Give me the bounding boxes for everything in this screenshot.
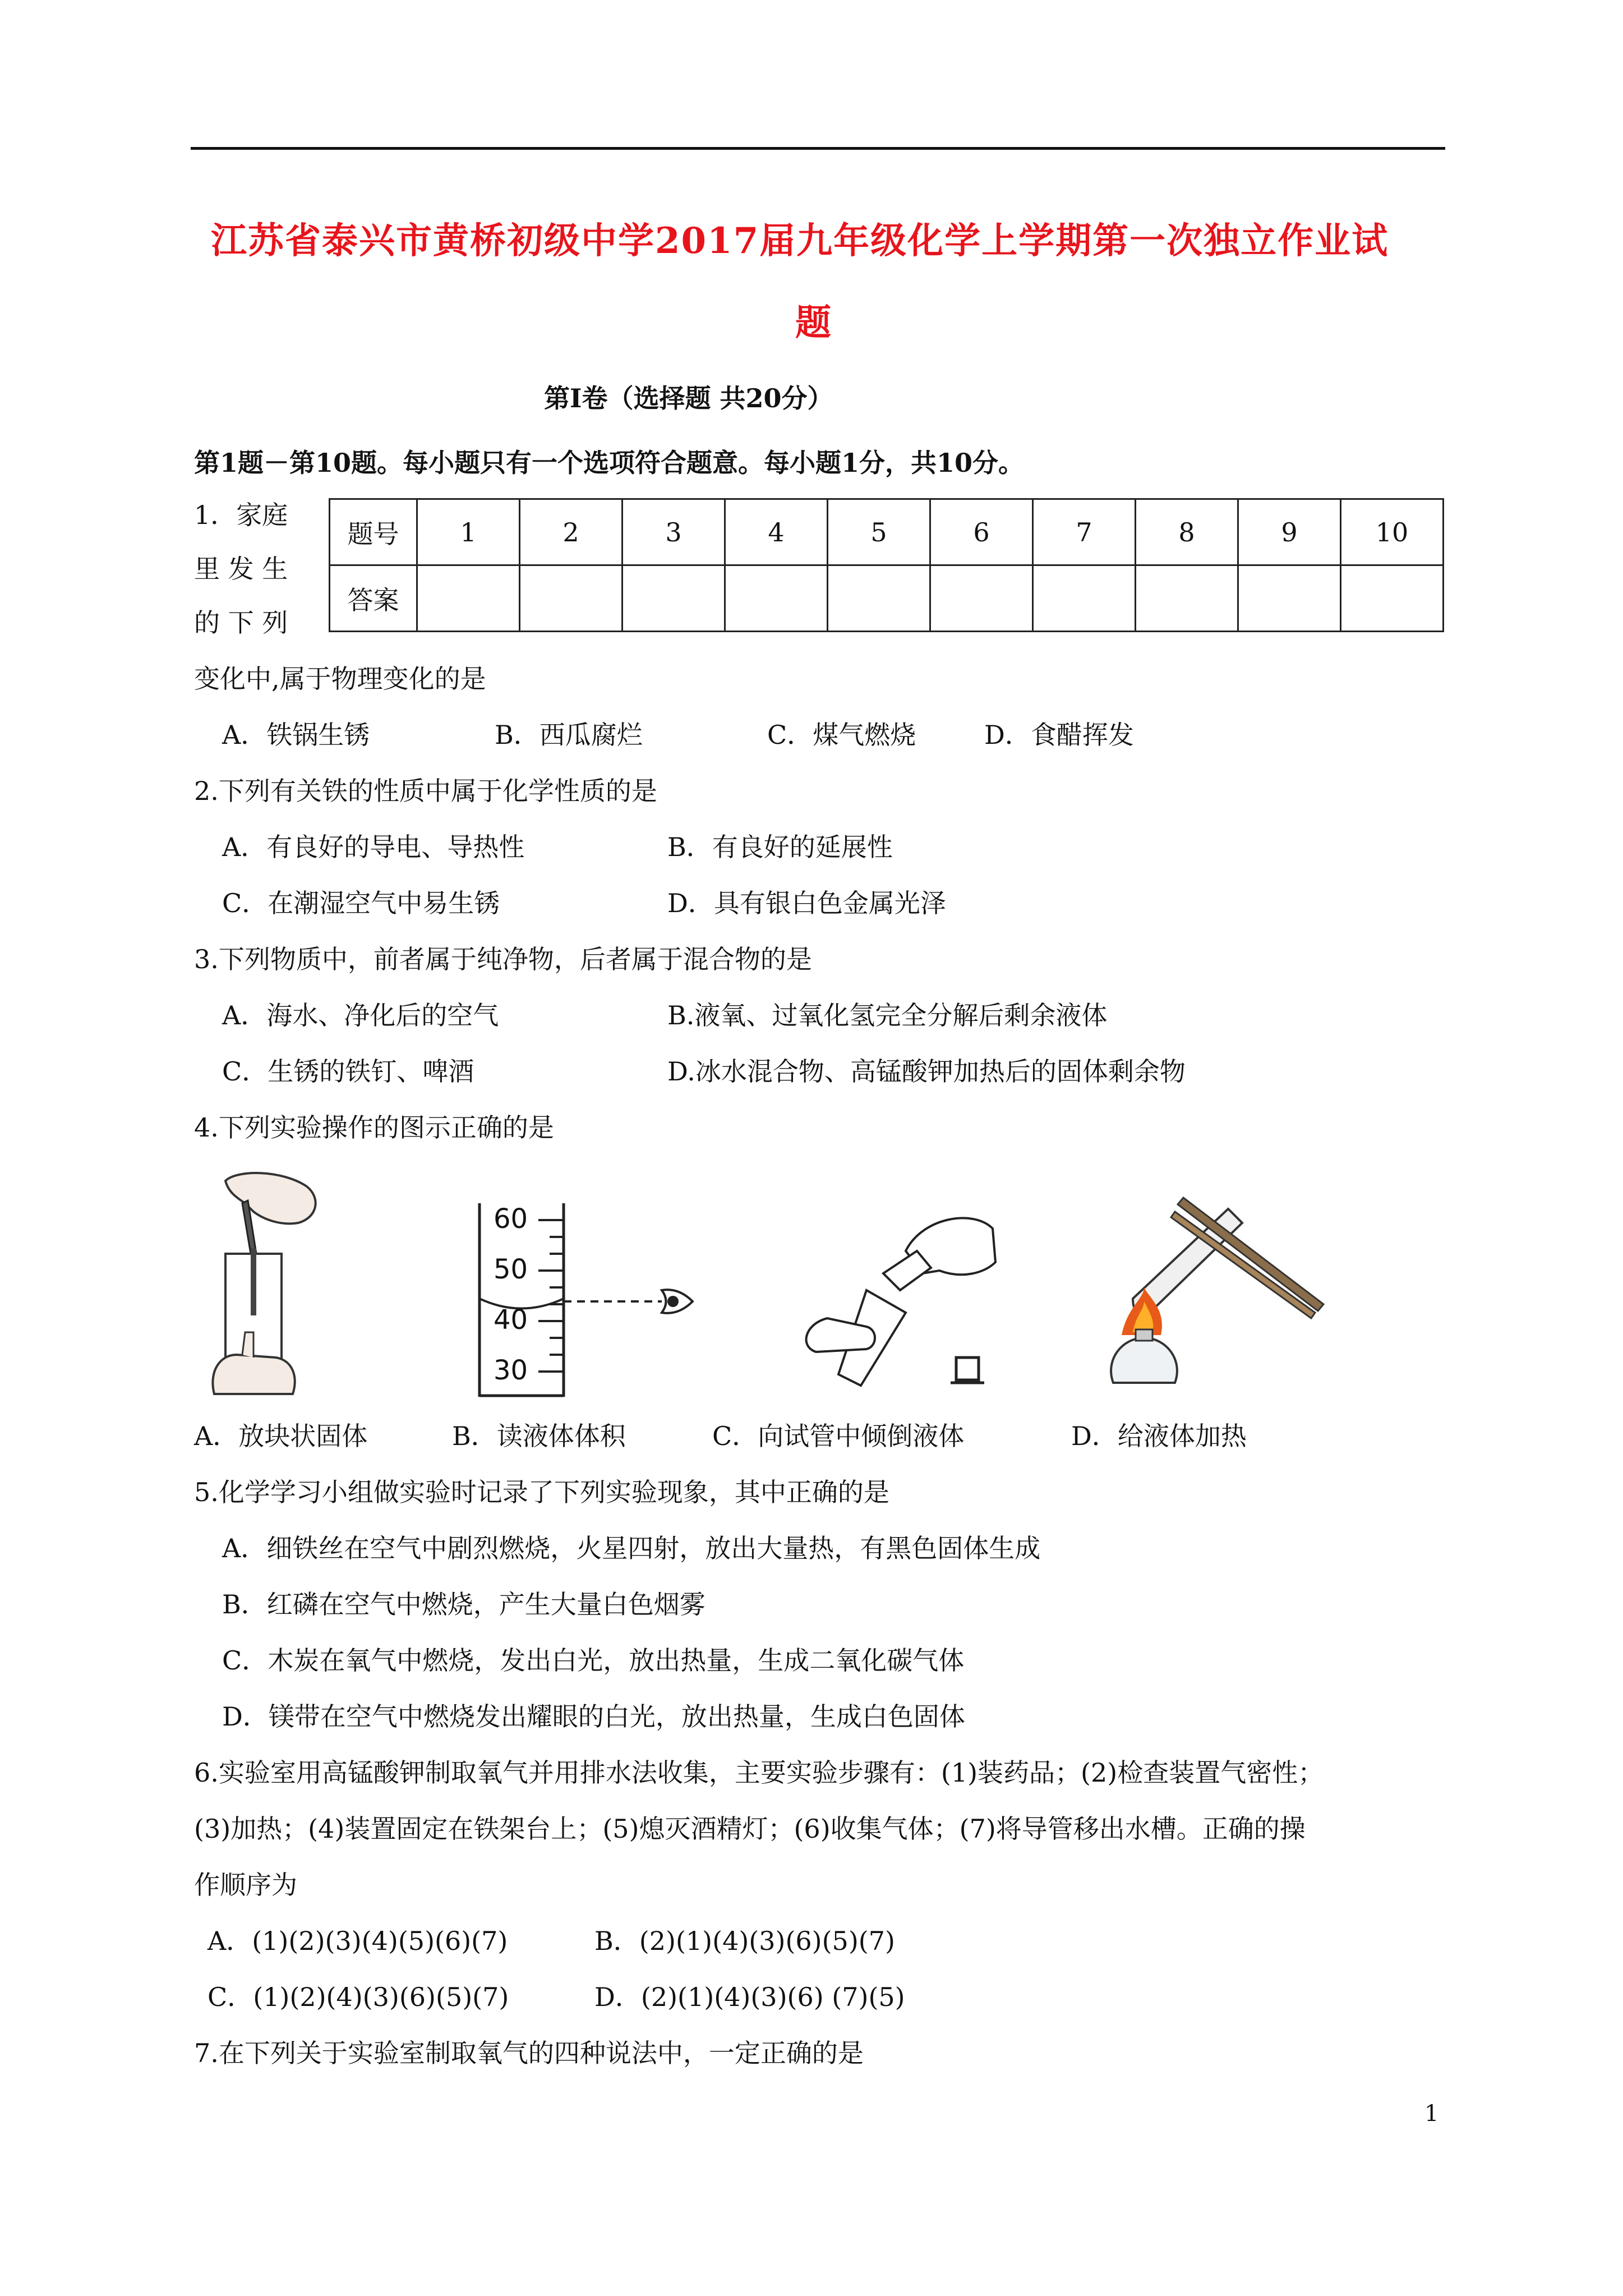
q5-option-a: A．细铁丝在空气中剧烈燃烧，火星四射，放出大量热，有黑色固体生成: [222, 1533, 1041, 1563]
header-rule: [191, 147, 1445, 150]
q6-line-1: 6.实验室用高锰酸钾制取氧气并用排水法收集，主要实验步骤有：(1)装药品；(2)检查装置气密性；: [194, 1757, 1324, 1788]
title-line-1: 江苏省泰兴市黄桥初级中学2017届九年级化学上学期第一次独立作业试: [211, 220, 1389, 262]
q6-line-2: (3)加热；(4)装置固定在铁架台上；(5)熄灭酒精灯；(6)收集气体；(7)将导管移出水槽。正确的操: [194, 1814, 1306, 1844]
q6-option-b: B．(2)(1)(4)(3)(6)(5)(7): [594, 1926, 895, 1956]
answer-table-number: 10: [1341, 499, 1444, 565]
answer-table-header-label: 题号: [330, 499, 417, 565]
title-line-2: 题: [795, 302, 832, 344]
answer-table-number: 9: [1238, 499, 1341, 565]
q3-stem: 3.下列物质中，前者属于纯净物，后者属于混合物的是: [194, 944, 812, 974]
instructions: 第1题－第10题。每小题只有一个选项符合题意。每小题1分，共10分。: [194, 448, 1025, 478]
q6-option-a: A．(1)(2)(3)(4)(5)(6)(7): [208, 1926, 508, 1956]
answer-cell[interactable]: [1238, 565, 1341, 632]
q6-option-d: D．(2)(1)(4)(3)(6) (7)(5): [594, 1982, 905, 2012]
answer-table-number: 6: [930, 499, 1033, 565]
answer-table-number: 7: [1033, 499, 1136, 565]
scale-label-50: 50: [494, 1254, 528, 1285]
q4-option-a: A．放块状固体: [194, 1421, 368, 1451]
q5-option-d: D．镁带在空气中燃烧发出耀眼的白光，放出热量，生成白色固体: [222, 1701, 965, 1732]
q5-option-b: B．红磷在空气中燃烧，产生大量白色烟雾: [222, 1589, 706, 1619]
q5-option-c: C．木炭在氧气中燃烧，发出白光，放出热量，生成二氧化碳气体: [222, 1645, 965, 1676]
q1-option-c: C．煤气燃烧: [767, 720, 916, 750]
answer-table-number: 5: [828, 499, 930, 565]
answer-cell[interactable]: [1136, 565, 1238, 632]
q5-stem: 5.化学学习小组做实验时记录了下列实验现象，其中正确的是: [194, 1477, 889, 1507]
q1-option-b: B．西瓜腐烂: [495, 720, 643, 750]
q3-option-a: A．海水、净化后的空气: [222, 1000, 499, 1030]
q1-stem-part-c: 的 下 列: [194, 608, 288, 638]
q2-option-c: C．在潮湿空气中易生锈: [222, 888, 500, 918]
q2-option-d: D．具有银白色金属光泽: [667, 888, 946, 918]
scale-label-40: 40: [494, 1304, 528, 1336]
answer-cell[interactable]: [623, 565, 725, 632]
q3-option-b: B.液氧、过氧化氢完全分解后剩余液体: [667, 1000, 1108, 1030]
section-title: 第Ⅰ卷（选择题 共20分）: [544, 383, 833, 413]
answer-table-answer-row: [330, 565, 1444, 632]
q2-option-b: B．有良好的延展性: [667, 832, 893, 862]
scale-label-60: 60: [494, 1203, 528, 1235]
q6-line-3: 作顺序为: [194, 1870, 297, 1900]
q1-stem-part-d: 变化中,属于物理变化的是: [194, 664, 486, 694]
page-number: 1: [1424, 2101, 1439, 2127]
q3-option-d: D.冰水混合物、高锰酸钾加热后的固体剩余物: [667, 1056, 1186, 1087]
answer-cell[interactable]: [725, 565, 828, 632]
q4-option-c: C．向试管中倾倒液体: [712, 1421, 965, 1451]
answer-cell[interactable]: [930, 565, 1033, 632]
answer-table-number: 2: [520, 499, 623, 565]
figure-d-heating-liquid: [1099, 1192, 1335, 1394]
q4-option-b: B．读液体体积: [452, 1421, 626, 1451]
answer-table-number: 8: [1136, 499, 1238, 565]
q1-stem-part-a: 1．家庭: [194, 500, 288, 530]
answer-table-header-row: [330, 499, 1444, 565]
q2-option-a: A．有良好的导电、导热性: [222, 832, 525, 862]
q4-stem: 4.下列实验操作的图示正确的是: [194, 1112, 554, 1143]
answer-cell[interactable]: [828, 565, 930, 632]
q4-option-d: D．给液体加热: [1071, 1421, 1247, 1451]
q1-stem-part-b: 里 发 生: [194, 554, 288, 584]
q7-stem: 7.在下列关于实验室制取氧气的四种说法中，一定正确的是: [194, 2038, 864, 2068]
answer-table: [329, 498, 1444, 632]
answer-cell[interactable]: [1033, 565, 1136, 632]
answer-table-number: 4: [725, 499, 828, 565]
q1-option-a: A．铁锅生锈: [222, 720, 370, 750]
answer-table-number: 3: [623, 499, 725, 565]
answer-table-answer-label: 答案: [330, 565, 417, 632]
figure-a-solid-placement: [203, 1170, 332, 1405]
answer-table-number: 1: [417, 499, 520, 565]
answer-cell[interactable]: [1341, 565, 1444, 632]
q2-stem: 2.下列有关铁的性质中属于化学性质的是: [194, 776, 657, 806]
figure-c-pouring-liquid: [794, 1206, 1001, 1397]
q1-option-d: D．食醋挥发: [984, 720, 1134, 750]
answer-cell[interactable]: [417, 565, 520, 632]
q3-option-c: C．生锈的铁钉、啤酒: [222, 1056, 474, 1087]
scale-label-30: 30: [494, 1355, 528, 1386]
q6-option-c: C．(1)(2)(4)(3)(6)(5)(7): [208, 1982, 509, 2012]
answer-cell[interactable]: [520, 565, 623, 632]
